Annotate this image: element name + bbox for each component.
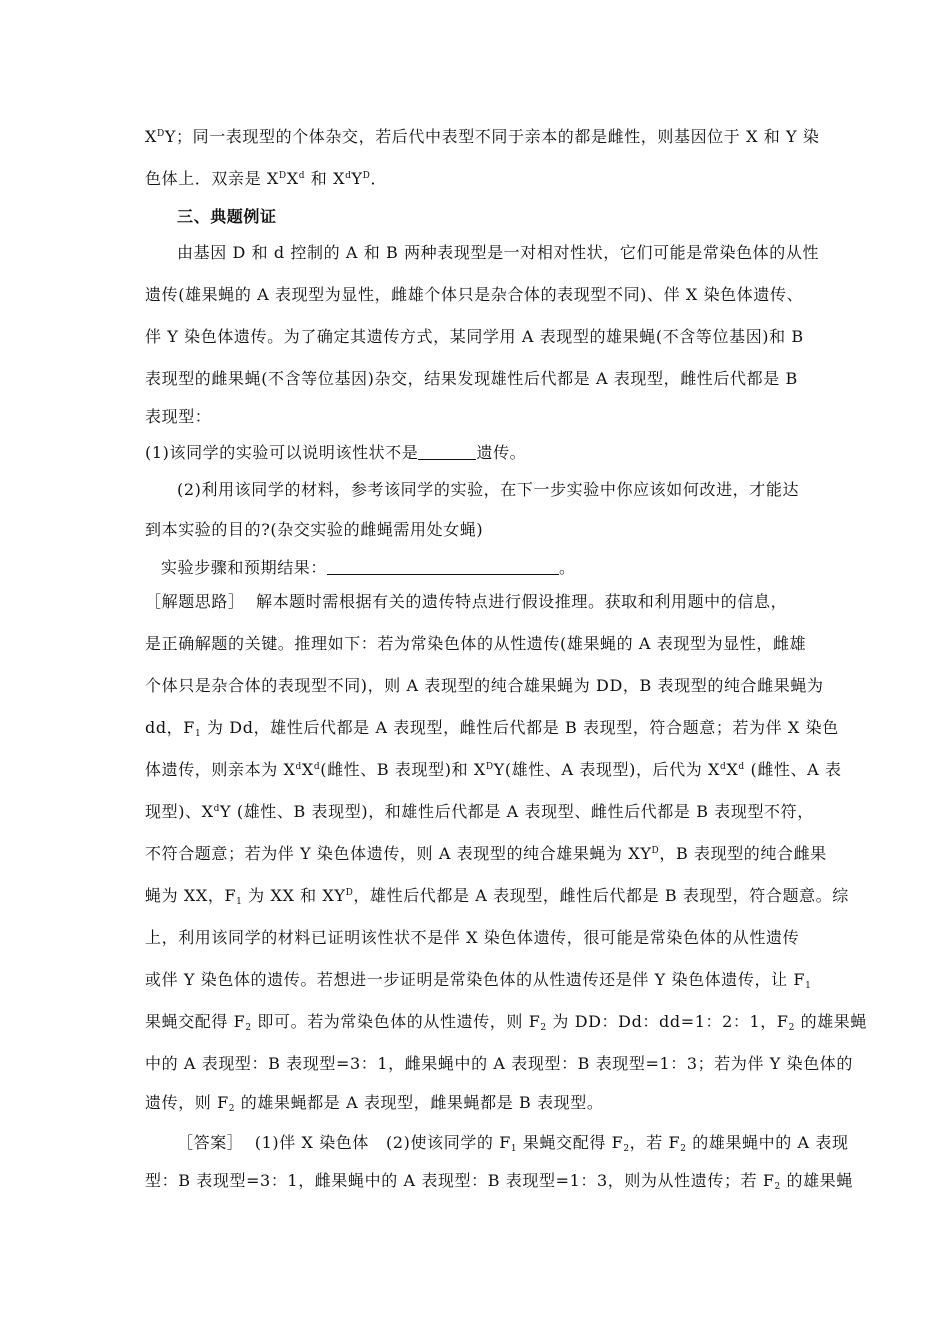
text-run: Y	[351, 169, 363, 188]
subscript: 1	[805, 981, 812, 991]
text-run: 上，利用该同学的材料已证明该性状不是伴 X 染色体遗传，很可能是常染色体的从性遗传	[145, 928, 800, 947]
paragraph-line	[145, 802, 814, 822]
text-run: 。	[559, 558, 576, 577]
paragraph-line	[145, 169, 387, 189]
paragraph-line	[145, 970, 811, 990]
subscript: 2	[774, 1182, 781, 1192]
text-run: Y；同一表现型的个体杂交，若后代中表型不同于亲本的都是雌性，则基因位于 X 和 Y 染	[164, 127, 820, 146]
paragraph-line	[145, 676, 824, 696]
paragraph-line	[145, 1093, 603, 1113]
paragraph-line	[145, 520, 483, 540]
paragraph-line	[145, 844, 827, 864]
text-run: ．	[370, 169, 388, 188]
text-run: 不符合题意；若为伴 Y 染色体遗传，则 A 表现型的纯合雄果蝇为 XY	[145, 844, 652, 863]
superscript: D	[157, 129, 165, 139]
text-run: 为 XX 和 XY	[242, 886, 346, 905]
section-heading	[177, 207, 277, 227]
text-run: Y (雄性、B 表现型)，和雄性后代都是 A 表现型、雌性后代都是 B 表现型不符，	[220, 802, 814, 821]
text-run: 三、典题例证	[177, 207, 277, 226]
text-run: (雌性、B 表现型)和 X	[320, 760, 486, 779]
paragraph-line	[145, 760, 842, 780]
text-run: 到本实验的目的?(杂交实验的雌蝇需用处女蝇)	[145, 520, 484, 539]
text-run: 的雄果蝇中的 A 表现	[686, 1133, 849, 1152]
superscript: d	[298, 171, 306, 181]
text-run: 表现型：	[145, 407, 212, 426]
text-run: (雌性、A 表	[744, 760, 842, 779]
text-run: X	[726, 760, 739, 779]
answer-blank	[327, 573, 559, 575]
text-run: 为 Dd，雄性后代都是 A 表现型，雌性后代都是 B 表现型，符合题意；若为伴 X 染色	[201, 718, 839, 737]
superscript: d	[295, 762, 302, 772]
text-run: 的雄果蝇都是 A 表现型，雌果蝇都是 B 表现型。	[235, 1093, 604, 1112]
text-run: 中的 A 表现型：B 表现型=3：1，雌果蝇中的 A 表现型：B 表现型=1：3；若为伴 Y 染色体的	[145, 1054, 854, 1073]
text-run: 由基因 D 和 d 控制的 A 和 B 两种表现型是一对相对性状，它们可能是常染色体的从性	[177, 243, 820, 262]
text-run: 现型)、X	[145, 802, 214, 821]
subscript: 1	[510, 1144, 518, 1154]
superscript: d	[213, 804, 221, 814]
subscript: 2	[680, 1144, 687, 1154]
answer-blank	[418, 458, 476, 460]
subscript: 2	[788, 1023, 795, 1033]
text-run: 遗传。	[476, 443, 527, 462]
text-run: 个体只是杂合体的表现型不同)，则 A 表现型的纯合雄果蝇为 DD，B 表现型的纯合雌果蝇为	[145, 676, 824, 695]
text-run: 是正确解题的关键。推理如下：若为常染色体的从性遗传(雄果蝇的 A 表现型为显性，雌雄	[145, 634, 807, 653]
question-1	[145, 443, 526, 463]
subscript: 1	[236, 897, 243, 907]
text-run: 即可。若为常染色体的从性遗传，则 F	[251, 1012, 541, 1031]
text-run: 的雄果蝇	[794, 1012, 867, 1031]
text-run: 遗传，则 F	[145, 1093, 229, 1112]
question-2	[177, 480, 799, 500]
text-run: X	[286, 169, 299, 188]
text-run: 实验步骤和预期结果：	[161, 558, 328, 577]
subscript: 1	[195, 729, 202, 739]
text-run: dd，F	[145, 718, 195, 737]
superscript: D	[485, 762, 494, 772]
paragraph-line	[145, 718, 839, 738]
paragraph-line	[145, 407, 211, 427]
paragraph-line	[145, 285, 803, 305]
paragraph-line	[145, 1012, 867, 1032]
experiment-steps-line	[161, 558, 576, 578]
paragraph-line	[145, 127, 820, 147]
subscript: 2	[623, 1144, 630, 1154]
superscript: d	[720, 762, 727, 772]
text-run: 或伴 Y 染色体的遗传。若想进一步证明是常染色体的从性遗传还是伴 Y 染色体遗传，让 F	[145, 970, 806, 989]
text-run: 伴 Y 染色体遗传。为了确定其遗传方式，某同学用 A 表现型的雄果蝇(不含等位基因)和 B	[145, 327, 804, 346]
answer-heading-line	[177, 1133, 849, 1153]
text-run: X	[145, 127, 157, 146]
paragraph-line	[145, 1054, 853, 1074]
text-run: 体遗传，则亲本为 X	[145, 760, 296, 779]
text-run: ［解题思路］ 解本题时需根据有关的遗传特点进行假设推理。获取和利用题中的信息，	[145, 592, 788, 611]
subscript: 2	[540, 1023, 547, 1033]
text-run: Y(雄性、A 表现型)，后代为 X	[493, 760, 721, 779]
text-run: ，B 表现型的纯合雌果	[659, 844, 827, 863]
paragraph-line	[145, 928, 799, 948]
text-run: 表现型的雌果蝇(不含等位基因)杂交，结果发现雄性后代都是 A 表现型，雌性后代都是 B	[145, 369, 798, 388]
superscript: D	[278, 171, 287, 181]
paragraph-line	[145, 1171, 853, 1191]
paragraph-line	[145, 886, 849, 906]
text-run: 型：B 表现型=3：1，雌果蝇中的 A 表现型：B 表现型=1：3，则为从性遗传；若 F	[145, 1171, 775, 1190]
text-run: (1)该同学的实验可以说明该性状不是	[145, 443, 419, 462]
superscript: D	[651, 846, 660, 856]
solution-heading-line	[145, 592, 787, 612]
superscript: d	[738, 762, 745, 772]
text-run: 蝇为 XX，F	[145, 886, 237, 905]
text-run: ［答案］ (1)伴 X 染色体 (2)使该同学的 F	[177, 1133, 511, 1152]
subscript: 2	[228, 1104, 236, 1114]
text-run: ，雄性后代都是 A 表现型，雌性后代都是 B 表现型，符合题意。综	[353, 886, 849, 905]
text-run: 果蝇交配得 F	[145, 1012, 246, 1031]
superscript: D	[362, 171, 371, 181]
paragraph-line	[145, 327, 804, 347]
text-run: (2)利用该同学的材料，参考该同学的实验，在下一步实验中你应该如何改进，才能达	[177, 480, 800, 499]
text-run: 果蝇交配得 F	[517, 1133, 624, 1152]
paragraph-line	[177, 243, 819, 263]
subscript: 2	[245, 1023, 252, 1033]
superscript: d	[313, 762, 321, 772]
text-run: 和 X	[305, 169, 346, 188]
paragraph-line	[145, 369, 798, 389]
text-run: 遗传(雄果蝇的 A 表现型为显性，雌雄个体只是杂合体的表现型不同)、伴 X 染色体遗传、	[145, 285, 804, 304]
text-run: 色体上．双亲是 X	[145, 169, 279, 188]
text-run: 为 DD：Dd：dd=1：2：1，F	[546, 1012, 789, 1031]
text-run: 的雄果蝇	[780, 1171, 853, 1190]
superscript: d	[345, 171, 352, 181]
text-run: X	[301, 760, 314, 779]
paragraph-line	[145, 634, 806, 654]
superscript: D	[345, 888, 354, 898]
text-run: ，若 F	[629, 1133, 681, 1152]
